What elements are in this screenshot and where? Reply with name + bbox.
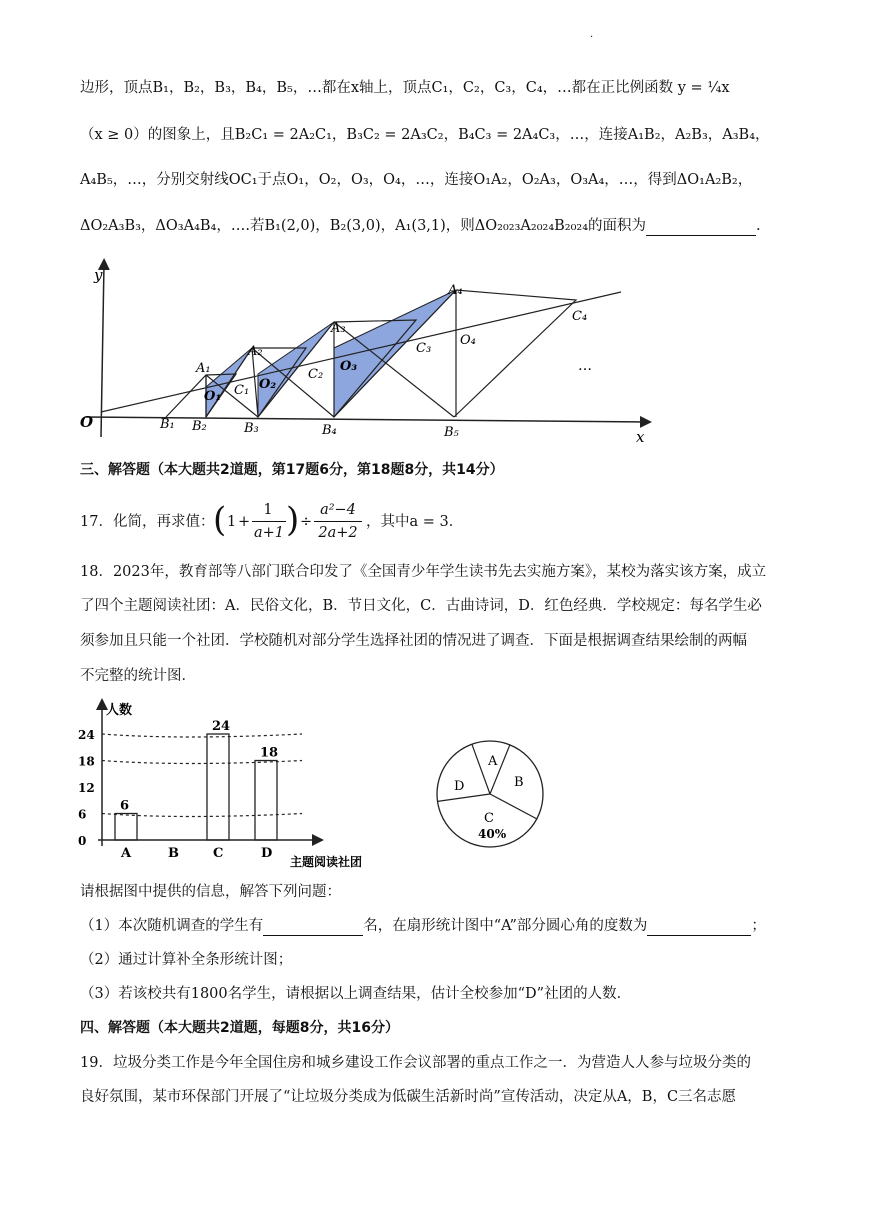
q17-one: 1 xyxy=(227,514,237,530)
q18-line-4: 不完整的统计图． xyxy=(80,668,196,684)
q16-line-2: （x ≥ 0）的图象上，且B₂C₁ = 2A₂C₁，B₃C₂ = 2A₃C₂，B₄C₃ = 2A₄C₃，…，连接A₁B₂，A₂B₃，A₃B₄， xyxy=(80,127,770,143)
q18-line-2: 了四个主题阅读社团：A．民俗文化，B．节日文化，C．古曲诗词，D．红色经典．学校规定：每名学生必 xyxy=(80,598,762,614)
label-c1: C₁ xyxy=(234,383,250,398)
bar-category-D: D xyxy=(261,846,273,861)
bar-chart xyxy=(76,698,396,870)
label-b2: B₂ xyxy=(192,419,207,434)
bar-chart-ytick: 24 xyxy=(78,728,95,742)
bar-value-label-D: 18 xyxy=(260,745,279,761)
label-y: y xyxy=(94,266,103,284)
bar-category-C: C xyxy=(213,846,224,861)
label-c2: C₂ xyxy=(308,367,324,382)
q17-frac2-den: 2a+2 xyxy=(318,525,358,541)
pie-label-B: B xyxy=(514,775,524,790)
bar-value-label-C: 24 xyxy=(212,719,231,734)
label-b3: B₃ xyxy=(244,421,259,436)
q16-line-1: 边形，顶点B₁，B₂，B₃，B₄，B₅，…都在x轴上，顶点C₁，C₂，C₃，C₄，…都在正比例函数 y = ¼x xyxy=(80,80,730,96)
q17-frac2-bar xyxy=(314,521,362,522)
bar-C xyxy=(207,734,229,840)
q16-line-4-end: . xyxy=(756,218,761,234)
q18-part-1a: （1）本次随机调查的学生有 xyxy=(80,918,264,934)
q17-frac2-num: a²−4 xyxy=(320,502,356,518)
q17-prefix: 17．化简，再求值： xyxy=(80,514,215,530)
bar-chart-ytick: 18 xyxy=(78,754,95,769)
label-c3: C₃ xyxy=(416,341,432,356)
label-b5: B₅ xyxy=(444,425,459,440)
q17-frac1-den: a+1 xyxy=(253,525,285,541)
label-o2: O₂ xyxy=(259,377,277,392)
q19-line-2: 良好氛围，某市环保部门开展了“让垃圾分类成为低碳生活新时尚”宣传活动，决定从A，B，C三名志愿 xyxy=(80,1089,737,1105)
label-a2: A₂ xyxy=(248,344,263,359)
label-a3: A₃ xyxy=(331,321,346,336)
bar-D xyxy=(255,761,277,841)
q17-div: ÷ xyxy=(300,514,313,530)
pie-chart xyxy=(428,738,552,850)
pie-label-D: D xyxy=(454,779,465,794)
q17-paren-right: ) xyxy=(286,500,300,540)
q18-students-blank[interactable] xyxy=(263,935,363,936)
ray-oc xyxy=(101,292,621,412)
bar-chart-xlabel: 主题阅读社团 xyxy=(290,855,363,869)
bar-chart-ylabel: 人数 xyxy=(106,703,133,718)
q18-angle-blank[interactable] xyxy=(647,935,751,936)
q17-suffix: ，其中a = 3． xyxy=(366,514,464,530)
header-dot: · xyxy=(590,32,594,43)
figure-16-geometry xyxy=(76,252,656,452)
q18-line-3: 须参加且只能一个社团．学校随机对部分学生选择社团的情况进了调查．下面是根据调查结果绘制的两幅 xyxy=(80,633,747,649)
label-o1: O₁ xyxy=(204,389,222,404)
pie-label-A: A xyxy=(488,754,498,769)
label-o4: O₄ xyxy=(460,333,476,348)
label-a4: A₄ xyxy=(448,283,463,298)
q16-answer-blank[interactable] xyxy=(646,235,756,236)
q18-part-1 xyxy=(80,916,766,936)
bar-A xyxy=(115,814,137,841)
bar-chart-ytick: 12 xyxy=(78,781,95,795)
label-x: x xyxy=(636,428,645,446)
bar-chart-guide-line xyxy=(102,734,302,737)
bar-category-A: A xyxy=(121,846,132,861)
pie-slice-boundary xyxy=(472,744,490,794)
q17-frac1-bar xyxy=(252,521,286,522)
label-b1: B₁ xyxy=(160,417,175,432)
label-o3: O₃ xyxy=(340,359,358,374)
q18-part-3: （3）若该校共有1800名学生，请根据以上调查结果，估计全校参加“D”社团的人数． xyxy=(80,986,632,1002)
q19-line-1: 19．垃圾分类工作是今年全国住房和城乡建设工作会议部署的重点工作之一．为营造人人参与垃圾分类的 xyxy=(80,1055,751,1071)
label-a1: A₁ xyxy=(196,361,211,376)
pie-annotation-C: 40% xyxy=(478,827,507,841)
label-b4: B₄ xyxy=(322,423,337,438)
label-origin: O xyxy=(80,413,94,431)
bar-value-label-A: 6 xyxy=(120,798,130,814)
q16-line-4 xyxy=(80,216,761,236)
pie-slice-boundary xyxy=(490,745,510,794)
q18-intro: 请根据图中提供的信息，解答下列问题： xyxy=(80,884,341,900)
bar-category-B: B xyxy=(168,846,179,861)
q17-paren-left: ( xyxy=(213,500,227,540)
bar-chart-ytick: 6 xyxy=(78,807,87,822)
bar-chart-ytick: 0 xyxy=(78,834,87,848)
q18-part-1c: ； xyxy=(751,918,766,934)
q16-line-4-text: ΔO₂A₃B₃，ΔO₃A₄B₄，….若B₁(2,0)，B₂(3,0)，A₁(3,1)，则ΔO₂₀₂₃A₂₀₂₄B₂₀₂₄的面积为 xyxy=(80,218,647,234)
section-3-heading: 三、解答题（本大题共2道题，第17题6分，第18题8分，共14分） xyxy=(80,462,504,478)
pie-slice-boundary xyxy=(438,794,490,801)
q18-part-2: （2）通过计算补全条形统计图； xyxy=(80,952,293,968)
pie-label-C: C xyxy=(484,811,494,826)
section-4-heading: 四、解答题（本大题共2道题，每题8分，共16分） xyxy=(80,1020,399,1036)
label-ellipsis: … xyxy=(578,358,592,374)
q17-plus: + xyxy=(238,514,251,530)
q17-frac1-num: 1 xyxy=(263,502,273,518)
label-c4: C₄ xyxy=(572,309,588,324)
q16-line-3: A₄B₅，…，分别交射线OC₁于点O₁，O₂，O₃，O₄，…，连接O₁A₂，O₂A₃，O₃A₄，…，得到ΔO₁A₂B₂， xyxy=(80,172,753,188)
pie-slice-boundary xyxy=(490,794,537,819)
q18-part-1b: 名，在扇形统计图中“A”部分圆心角的度数为 xyxy=(363,918,648,934)
q18-line-1: 18．2023年，教育部等八部门联合印发了《全国青少年学生读书先去实施方案》，某校为落实该方案，成立 xyxy=(80,564,767,580)
